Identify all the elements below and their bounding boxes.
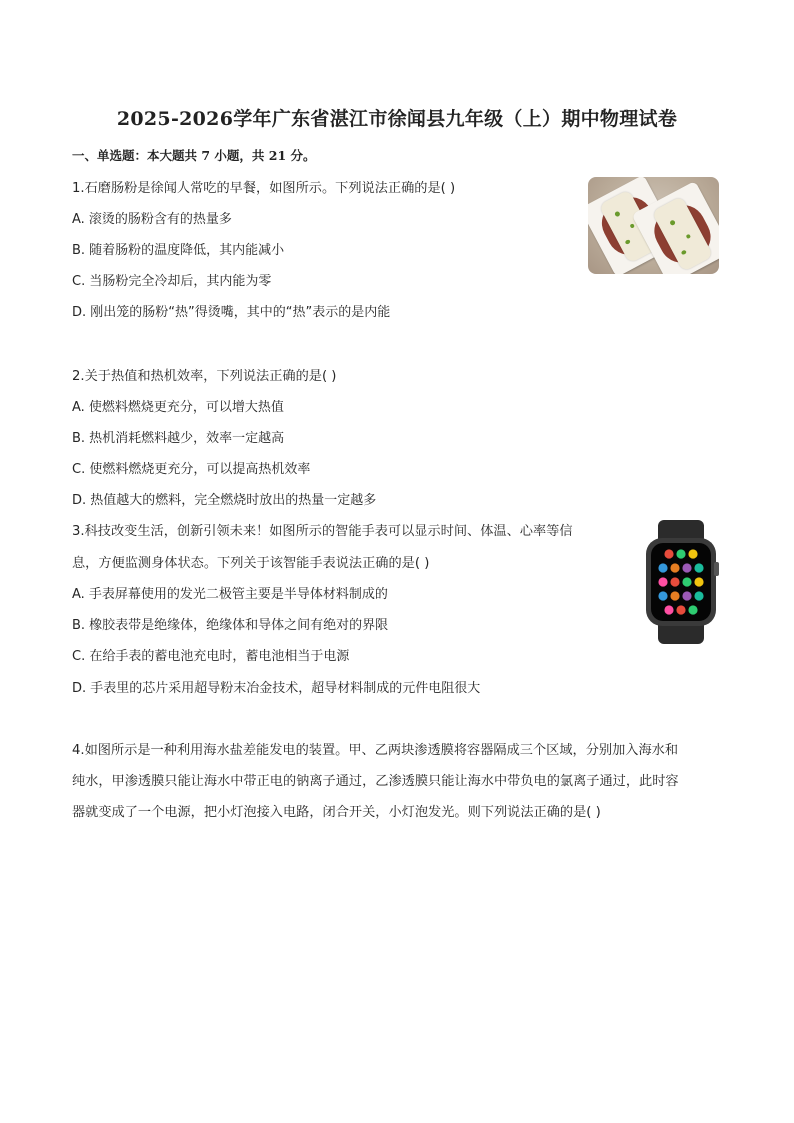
rice-noodle-roll-photo xyxy=(588,177,719,274)
watch-app-icon xyxy=(670,563,679,572)
watch-app-icon xyxy=(658,591,667,600)
question-2-option-b: B. 热机消耗燃料越少，效率一定越高 xyxy=(72,431,285,446)
question-3-option-d: D. 手表里的芯片采用超导粉末冶金技术，超导材料制成的元件电阻很大 xyxy=(72,681,481,696)
watch-app-icon xyxy=(694,577,703,586)
watch-app-icon xyxy=(688,549,697,558)
watch-app-icon xyxy=(670,591,679,600)
watch-app-icon xyxy=(694,563,703,572)
question-4-stem-line-1: 4.如图所示是一种利用海水盐差能发电的装置。甲、乙两块渗透膜将容器隔成三个区域，分别加入海水和 xyxy=(72,743,679,758)
watch-app-icon xyxy=(682,577,691,586)
watch-app-icon xyxy=(664,605,673,614)
question-4-stem-line-3: 器就变成了一个电源，把小灯泡接入电路，闭合开关，小灯泡发光。则下列说法正确的是( ) xyxy=(72,805,601,820)
watch-app-icon xyxy=(658,563,667,572)
watch-app-icon xyxy=(694,591,703,600)
watch-app-icon xyxy=(676,605,685,614)
question-3-stem-line-1: 3.科技改变生活，创新引领未来！如图所示的智能手表可以显示时间、体温、心率等信 xyxy=(72,524,573,539)
section-heading: 一、单选题：本大题共 7 小题，共 21 分。 xyxy=(72,148,316,163)
question-3-option-c: C. 在给手表的蓄电池充电时，蓄电池相当于电源 xyxy=(72,649,350,664)
page-title: 2025-2026学年广东省湛江市徐闻县九年级（上）期中物理试卷 xyxy=(116,108,678,130)
watch-app-icon xyxy=(658,577,667,586)
watch-app-icon xyxy=(688,605,697,614)
smart-watch-photo xyxy=(640,520,722,644)
question-4-stem-line-2: 纯水，甲渗透膜只能让海水中带正电的钠离子通过，乙渗透膜只能让海水中带负电的氯离子通过，此时容 xyxy=(72,774,679,789)
question-3-option-b: B. 橡胶表带是绝缘体，绝缘体和导体之间有绝对的界限 xyxy=(72,618,389,633)
question-3-stem-line-2: 息，方便监测身体状态。下列关于该智能手表说法正确的是( ) xyxy=(72,556,430,571)
watch-app-icon xyxy=(664,549,673,558)
question-1-option-a: A. 滚烫的肠粉含有的热量多 xyxy=(72,212,232,227)
smart-watch-icon xyxy=(640,520,722,644)
watch-app-icon xyxy=(676,549,685,558)
question-1-stem: 1.石磨肠粉是徐闻人常吃的早餐，如图所示。下列说法正确的是( ) xyxy=(72,181,456,196)
question-2-stem: 2.关于热值和热机效率，下列说法正确的是( ) xyxy=(72,369,337,384)
question-1-option-c: C. 当肠粉完全冷却后，其内能为零 xyxy=(72,274,272,289)
watch-app-icon xyxy=(682,591,691,600)
question-1-option-d: D. 刚出笼的肠粉“热”得烫嘴，其中的“热”表示的是内能 xyxy=(72,305,391,320)
question-1-option-b: B. 随着肠粉的温度降低，其内能减小 xyxy=(72,243,285,258)
watch-app-icon xyxy=(682,563,691,572)
watch-app-icon xyxy=(670,577,679,586)
question-2-option-d: D. 热值越大的燃料，完全燃烧时放出的热量一定越多 xyxy=(72,493,377,508)
question-2-option-a: A. 使燃料燃烧更充分，可以增大热值 xyxy=(72,400,284,415)
question-3-option-a: A. 手表屏幕使用的发光二极管主要是半导体材料制成的 xyxy=(72,587,388,602)
question-2-option-c: C. 使燃料燃烧更充分，可以提高热机效率 xyxy=(72,462,311,477)
